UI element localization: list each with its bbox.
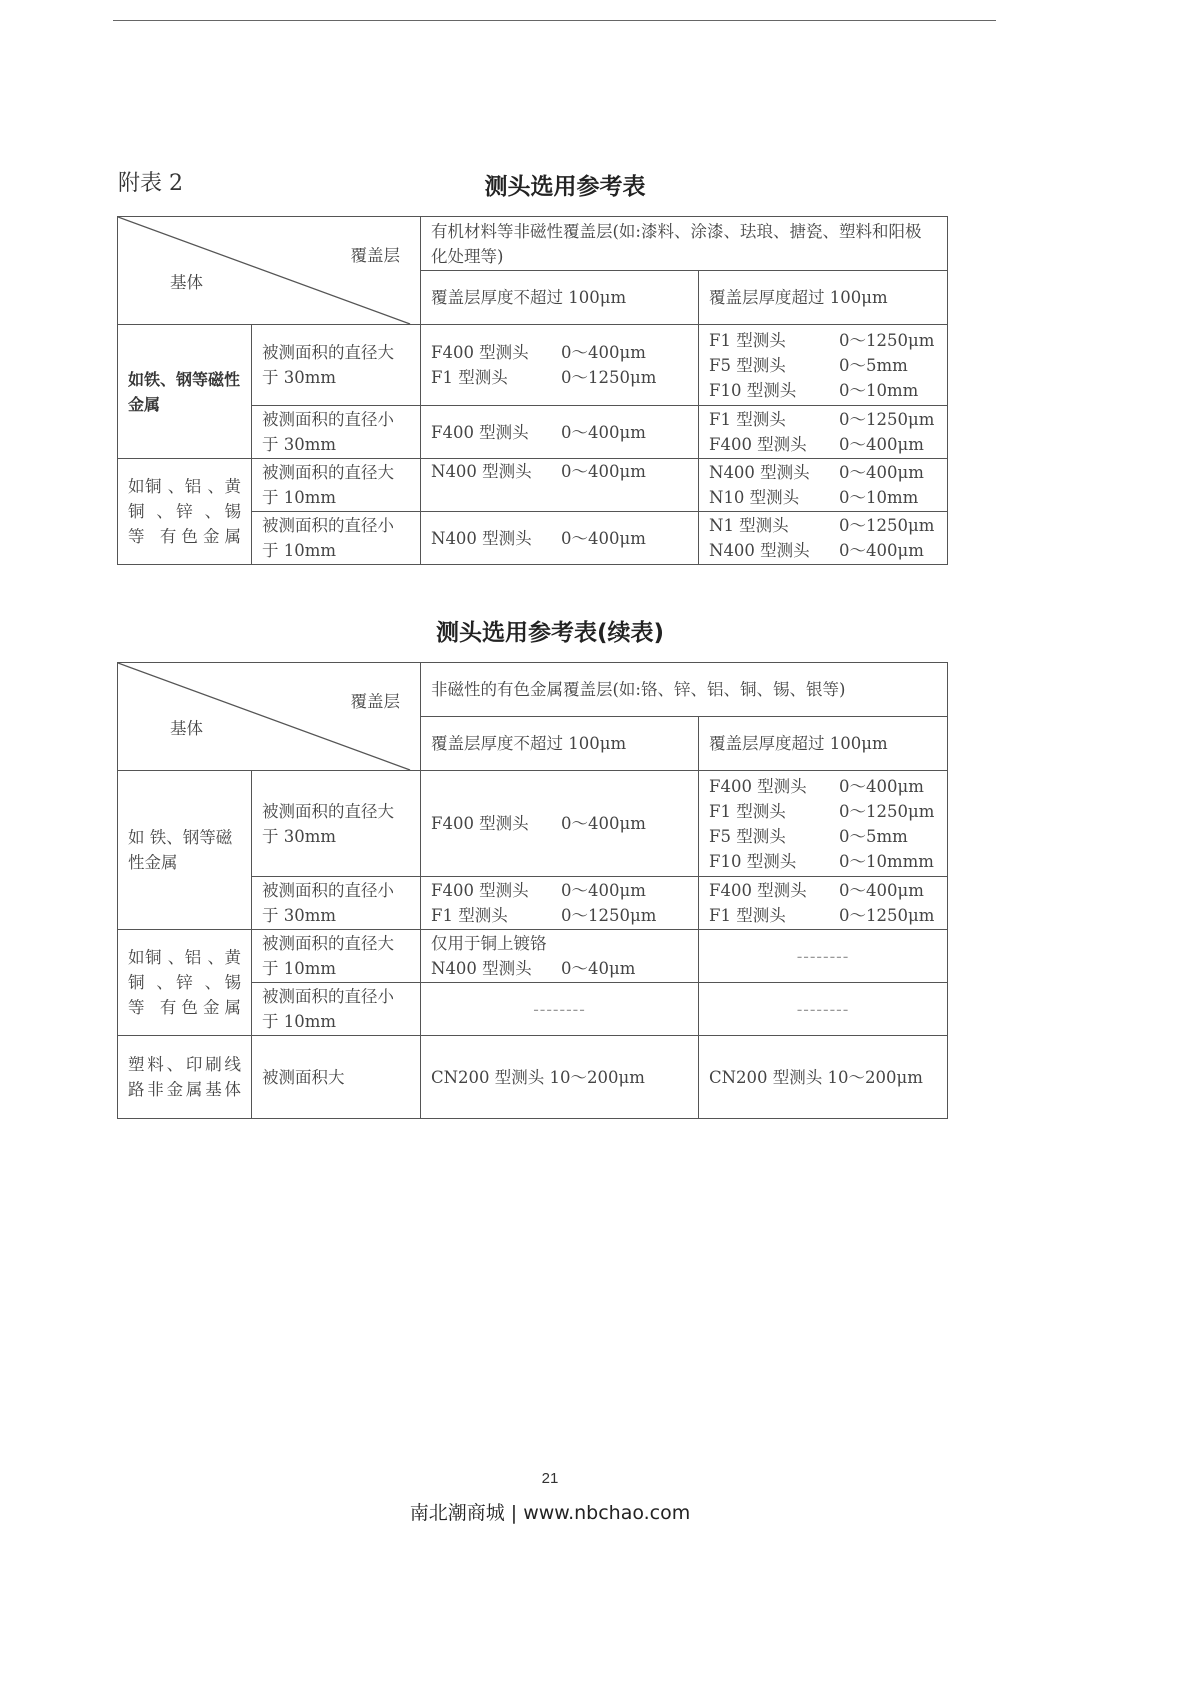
probe-range: 0～1250μm xyxy=(561,906,657,925)
probe-range: 0～400μm xyxy=(561,528,646,548)
substrate-cell: 如铜 、铝 、黄铜 、锌 、锡 等 有色金属 xyxy=(118,459,252,565)
probe-range: 0～400μm xyxy=(561,462,646,481)
corner-cover-label: 覆盖层 xyxy=(350,692,400,711)
col-header-thin: 覆盖层厚度不超过 100μm xyxy=(421,271,699,325)
probe-name: F10 型测头 xyxy=(709,380,797,400)
probe-name: F10 型测头 xyxy=(709,851,797,871)
probe-line xyxy=(709,407,937,432)
probe-name: N400 型测头 xyxy=(431,528,532,548)
probe-line xyxy=(709,328,937,353)
probe-line xyxy=(709,513,937,538)
thin-probe-cell xyxy=(421,406,699,459)
probe-range: 0～400μm xyxy=(561,422,646,442)
probe-name: N400 型测头 xyxy=(431,462,532,481)
probe-line xyxy=(709,432,937,457)
probe-range: 0～10mm xyxy=(839,380,919,400)
probe-name: N10 型测头 xyxy=(709,488,800,507)
probe-range: 0～1250μm xyxy=(839,516,935,535)
thin-probe-cell: CN200 型测头 10～200μm xyxy=(421,1036,699,1119)
col-header-thick: 覆盖层厚度超过 100μm xyxy=(699,271,948,325)
probe-line xyxy=(431,878,688,903)
corner-base-label: 基体 xyxy=(170,273,203,292)
corner-header-cell xyxy=(118,663,421,771)
probe-table-1 xyxy=(117,216,948,565)
probe-name: F5 型测头 xyxy=(709,826,786,846)
probe-name: N400 型测头 xyxy=(431,959,532,978)
thin-probe-cell xyxy=(421,771,699,877)
empty-dash-cell: -------- xyxy=(699,930,948,983)
corner-base-label: 基体 xyxy=(170,719,203,738)
probe-name: F1 型测头 xyxy=(431,368,508,387)
thin-probe-cell xyxy=(421,877,699,930)
probe-line xyxy=(709,903,937,928)
thick-probe-cell xyxy=(699,512,948,565)
probe-line xyxy=(709,799,937,824)
probe-line xyxy=(709,378,937,403)
probe-table-2 xyxy=(117,662,948,1119)
thick-probe-cell xyxy=(699,325,948,406)
probe-name: F400 型测头 xyxy=(431,343,529,362)
col-header-thick: 覆盖层厚度超过 100μm xyxy=(699,717,948,771)
probe-range: 0～1250μm xyxy=(839,801,935,821)
probe-line xyxy=(709,849,937,874)
area-cell: 被测面积的直径小于 30mm xyxy=(252,877,421,930)
appendix-label: 附表 2 xyxy=(118,171,183,196)
thick-probe-cell xyxy=(699,459,948,512)
probe-range: 0～5mm xyxy=(839,355,908,375)
probe-line xyxy=(709,538,937,563)
table1-title: 测头选用参考表 xyxy=(484,174,646,200)
probe-range: 0～400μm xyxy=(839,541,924,560)
probe-line xyxy=(431,459,688,484)
probe-name: F400 型测头 xyxy=(431,422,529,442)
probe-range: 0～400μm xyxy=(839,776,924,796)
thin-probe-cell xyxy=(421,512,699,565)
probe-name: F1 型测头 xyxy=(709,801,786,821)
thin-probe-cell xyxy=(421,325,699,406)
probe-line xyxy=(431,340,688,365)
empty-dash-cell: -------- xyxy=(699,983,948,1036)
probe-name: F1 型测头 xyxy=(709,410,786,429)
header-rule xyxy=(113,20,996,21)
probe-name: N400 型测头 xyxy=(709,541,810,560)
area-cell: 被测面积的直径大于 10mm xyxy=(252,459,421,512)
coating-header: 非磁性的有色金属覆盖层(如:铬、锌、铝、铜、锡、银等) xyxy=(421,663,948,717)
probe-range: 0～1250μm xyxy=(839,330,935,350)
corner-cover-label: 覆盖层 xyxy=(350,246,400,265)
probe-name: N400 型测头 xyxy=(709,463,810,482)
probe-line xyxy=(431,420,688,445)
area-cell: 被测面积的直径大于 10mm xyxy=(252,930,421,983)
thick-probe-cell: CN200 型测头 10～200μm xyxy=(699,1036,948,1119)
substrate-cell: 如铁、钢等磁性金属 xyxy=(118,325,252,459)
probe-line xyxy=(431,526,688,551)
probe-line xyxy=(709,485,937,510)
empty-dash-cell: -------- xyxy=(421,983,699,1036)
probe-name: F400 型测头 xyxy=(431,814,529,833)
area-cell: 被测面积的直径小于 30mm xyxy=(252,406,421,459)
probe-line xyxy=(709,774,937,799)
area-cell: 被测面积大 xyxy=(252,1036,421,1119)
probe-line xyxy=(709,353,937,378)
probe-name: F400 型测头 xyxy=(709,435,807,454)
table2-title: 测头选用参考表(续表) xyxy=(435,620,665,646)
probe-range: 0～400μm xyxy=(561,343,646,362)
probe-line xyxy=(431,903,688,928)
probe-name: F1 型测头 xyxy=(431,906,508,925)
probe-name: F1 型测头 xyxy=(709,906,786,925)
probe-range: 0～10mm xyxy=(839,488,919,507)
probe-range: 0～40μm xyxy=(561,959,636,978)
thick-probe-cell xyxy=(699,877,948,930)
probe-name: F1 型测头 xyxy=(709,330,786,350)
probe-range: 0～400μm xyxy=(839,463,924,482)
probe-name: N1 型测头 xyxy=(709,516,789,535)
probe-line xyxy=(709,824,937,849)
probe-name: F5 型测头 xyxy=(709,355,786,375)
thin-probe-cell xyxy=(421,459,699,512)
probe-range: 0～1250μm xyxy=(561,368,657,387)
area-cell: 被测面积的直径小于 10mm xyxy=(252,512,421,565)
thick-probe-cell xyxy=(699,406,948,459)
area-cell: 被测面积的直径大于 30mm xyxy=(252,325,421,406)
probe-range: 0～10mmm xyxy=(839,851,934,871)
area-cell: 被测面积的直径大于 30mm xyxy=(252,771,421,877)
probe-line xyxy=(431,365,688,390)
corner-header-cell xyxy=(118,217,421,325)
substrate-cell: 塑料、印刷线路非金属基体 xyxy=(118,1036,252,1119)
probe-range: 0～1250μm xyxy=(839,410,935,429)
probe-range: 0～400μm xyxy=(839,881,924,900)
probe-line xyxy=(709,878,937,903)
thick-probe-cell xyxy=(699,771,948,877)
probe-line xyxy=(709,460,937,485)
probe-range: 0～400μm xyxy=(839,435,924,454)
probe-range: 0～400μm xyxy=(561,881,646,900)
thin-probe-cell xyxy=(421,930,699,983)
probe-range: 0～1250μm xyxy=(839,906,935,925)
probe-name: F400 型测头 xyxy=(709,776,807,796)
probe-note: 仅用于铜上镀铬 xyxy=(431,934,547,953)
page-number: 21 xyxy=(541,1470,559,1487)
col-header-thin: 覆盖层厚度不超过 100μm xyxy=(421,717,699,771)
coating-header: 有机材料等非磁性覆盖层(如:漆料、涂漆、珐琅、搪瓷、塑料和阳极化处理等) xyxy=(421,217,948,271)
probe-line xyxy=(431,811,688,836)
probe-line xyxy=(431,956,688,981)
substrate-cell: 如 铁、钢等磁性金属 xyxy=(118,771,252,930)
substrate-cell: 如铜 、铝 、黄铜 、锌 、锡 等 有色金属 xyxy=(118,930,252,1036)
area-cell: 被测面积的直径小于 10mm xyxy=(252,983,421,1036)
probe-name: F400 型测头 xyxy=(709,881,807,900)
probe-range: 0～400μm xyxy=(561,814,646,833)
diagonal-divider xyxy=(118,217,420,324)
footer-site-link[interactable]: 南北潮商城 | www.nbchao.com xyxy=(409,1502,691,1524)
probe-name: F400 型测头 xyxy=(431,881,529,900)
probe-range: 0～5mm xyxy=(839,826,908,846)
diagonal-divider xyxy=(118,663,420,770)
